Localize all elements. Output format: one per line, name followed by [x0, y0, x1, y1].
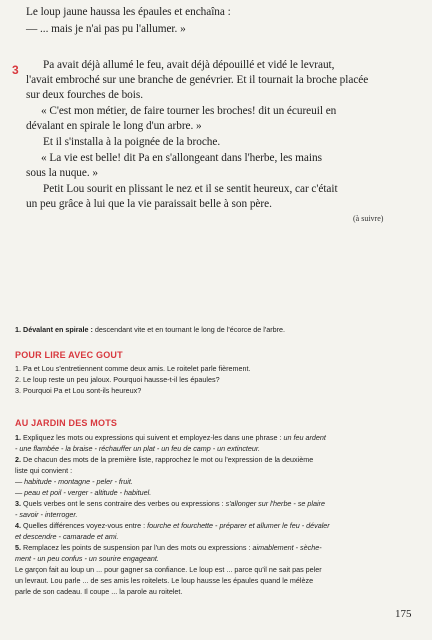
- story-line: sur deux fourches de bois.: [26, 89, 143, 101]
- story-line: Et il s'installa à la poignée de la broche.: [43, 136, 221, 148]
- story-line: dévalant en spirale le long d'un arbre. »: [26, 120, 202, 132]
- exercise-number: 3.: [15, 499, 21, 508]
- footnote-number: 1.: [15, 325, 21, 334]
- story-line: l'avait embroché sur une branche de genévrier. Et il tournait la broche placée: [26, 74, 369, 86]
- story-line: « La vie est belle! dit Pa en s'allongeant dans l'herbe, les mains: [41, 152, 322, 164]
- exercise-italic: fourche et fourchette - préparer et allumer le feu - dévaler: [147, 521, 330, 530]
- exercise-line: Le garçon fait au loup un ... pour gagner sa confiance. Le loup est ... parce qu'il ne sait pas peler: [15, 565, 322, 574]
- story-line: Le loup jaune haussa les épaules et enchaîna :: [26, 6, 231, 18]
- exercise-line: [15, 444, 260, 454]
- page-number: 175: [395, 608, 412, 620]
- exercise-text: Remplacez les points de suspension par l'un des mots ou expressions :: [23, 543, 253, 552]
- exercise-text: De chacun des mots de la première liste, rapprochez le mot ou l'expression de la deuxième: [23, 455, 314, 464]
- footnote: [15, 325, 285, 335]
- exercise-line: [15, 521, 330, 531]
- exercise-line: un levraut. Lou parle ... de ses amis les roitelets. Le loup hausse les épaules quand le mélèze: [15, 576, 314, 585]
- exercise-italic: aimablement - sèche-: [252, 543, 322, 552]
- pour-lire-heading: POUR LIRE AVEC GOUT: [15, 350, 123, 360]
- exercise-text: Expliquez les mots ou expressions qui suivent et employez-les dans une phrase :: [23, 433, 284, 442]
- story-line: Petit Lou sourit en plissant le nez et il se sentit heureux, car c'était: [43, 183, 338, 195]
- story-line: sous la nuque. »: [26, 167, 98, 179]
- exercise-line: [15, 455, 313, 465]
- exercise-line: [15, 433, 326, 443]
- exercise-italic: s'allonger sur l'herbe - se plaire: [225, 499, 325, 508]
- exercise-line: liste qui convient :: [15, 466, 73, 475]
- exercise-number: 2.: [15, 455, 21, 464]
- story-line: un peu grâce à lui que la vie paraissait belle à son père.: [26, 198, 272, 210]
- exercise-line: [15, 477, 133, 487]
- exercise-italic: — peau et poil - verger - altitude - habituel.: [15, 488, 152, 497]
- exercise-text: Quels verbes ont le sens contraire des verbes ou expressions :: [23, 499, 226, 508]
- footnote-text: descendant vite et en tournant le long de l'écorce de l'arbre.: [94, 325, 286, 334]
- section-number: 3: [12, 63, 19, 77]
- exercise-italic: - une flambée - la braise - réchauffer un plat - un feu de camp - un extincteur.: [15, 444, 261, 453]
- exercise-line: [15, 488, 151, 498]
- list-item: 3. Pourquoi Pa et Lou sont-ils heureux?: [15, 386, 142, 395]
- exercise-line: parle de son cadeau. Il coupe ... la parole au roitelet.: [15, 587, 183, 596]
- story-line: — ... mais je n'ai pas pu l'allumer. »: [26, 23, 186, 35]
- list-item: 2. Le loup reste un peu jaloux. Pourquoi hausse-t-il les épaules?: [15, 375, 220, 384]
- exercise-line: [15, 543, 322, 553]
- exercise-italic: un feu ardent: [283, 433, 326, 442]
- exercise-italic: ment - un peu confus - un sourire engageant.: [15, 554, 159, 563]
- exercise-line: [15, 499, 325, 509]
- to-be-continued: (à suivre): [353, 214, 384, 223]
- exercise-line: [15, 532, 118, 542]
- exercise-text: Quelles différences voyez-vous entre :: [23, 521, 148, 530]
- exercise-line: [15, 510, 77, 520]
- exercise-italic: — habitude - montagne - peler - fruit.: [15, 477, 133, 486]
- exercise-number: 4.: [15, 521, 21, 530]
- exercise-number: 1.: [15, 433, 21, 442]
- exercise-italic: - savoir - interroger.: [15, 510, 78, 519]
- story-line: Pa avait déjà allumé le feu, avait déjà dépouillé et vidé le levraut,: [43, 59, 335, 71]
- exercise-italic: et descendre - camarade et ami.: [15, 532, 119, 541]
- footnote-term: Dévalant en spirale :: [23, 325, 93, 334]
- story-line: « C'est mon métier, de faire tourner les broches! dit un écureuil en: [41, 105, 337, 117]
- exercise-number: 5.: [15, 543, 21, 552]
- jardin-heading: AU JARDIN DES MOTS: [15, 418, 118, 428]
- exercise-line: [15, 554, 159, 564]
- list-item: 1. Pa et Lou s'entretiennent comme deux amis. Le roitelet parle fièrement.: [15, 364, 251, 373]
